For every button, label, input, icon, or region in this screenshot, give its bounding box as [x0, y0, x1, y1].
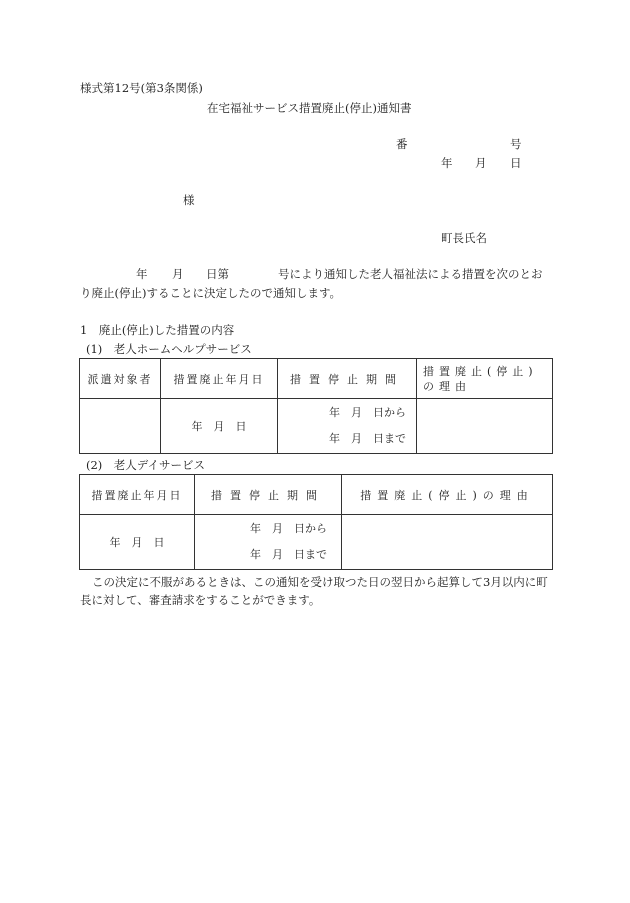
col-suspend-period-2: 措置停止期間	[195, 475, 342, 515]
body-day: 日第	[206, 267, 229, 281]
col-reason-2: 措置廃止(停止)の理由	[342, 475, 553, 515]
period-from-2: 年 月 日から	[250, 522, 327, 535]
document-title: 在宅福祉サービス措置廃止(停止)通知書	[207, 101, 412, 115]
cell-end-date: 年 月 日	[161, 399, 278, 454]
number-label-right: 号	[510, 137, 522, 151]
cell-reason-value-2	[342, 515, 553, 570]
cell-end-date-2: 年 月 日	[80, 515, 195, 570]
col-end-date-2: 措置廃止年月日	[80, 475, 195, 515]
col-end-date: 措置廃止年月日	[161, 359, 278, 399]
body-month: 月	[172, 267, 184, 281]
cell-reason-value	[417, 399, 553, 454]
period-to-2: 年 月 日まで	[250, 548, 327, 561]
form-id: 様式第12号(第3条関係)	[80, 81, 203, 95]
col-reason: 措置廃止(停止)の理由	[417, 359, 553, 399]
dayservice-table	[79, 474, 553, 570]
body-year: 年	[136, 267, 148, 281]
date-year: 年	[441, 156, 453, 170]
addressee-suffix: 様	[183, 193, 195, 207]
cell-period	[278, 399, 417, 454]
body-line2: り廃止(停止)することに決定したので通知します。	[80, 286, 342, 300]
section1-heading: 1 廃止(停止)した措置の内容	[80, 323, 235, 337]
col-target: 派遣対象者	[80, 359, 161, 399]
date-month: 月	[475, 156, 487, 170]
period-to: 年 月 日まで	[329, 432, 406, 445]
number-label-left: 番	[396, 137, 408, 151]
appeal-note: この決定に不服があるときは、この通知を受け取つた日の翌日から起算して3月以内に町長に対して、審査請求をすることができます。	[80, 575, 548, 607]
body-line1-rest: 号により通知した老人福祉法による措置を次のとお	[278, 267, 543, 281]
cell-target-value	[80, 399, 161, 454]
homehelp-table	[79, 358, 553, 454]
cell-period-2	[195, 515, 342, 570]
col-suspend-period: 措置停止期間	[278, 359, 417, 399]
sub1-heading: (1) 老人ホームヘルプサービス	[86, 342, 252, 356]
sender-label: 町長氏名	[441, 231, 487, 245]
sub2-heading: (2) 老人デイサービス	[86, 458, 205, 472]
period-from: 年 月 日から	[329, 406, 406, 419]
date-day: 日	[510, 156, 522, 170]
